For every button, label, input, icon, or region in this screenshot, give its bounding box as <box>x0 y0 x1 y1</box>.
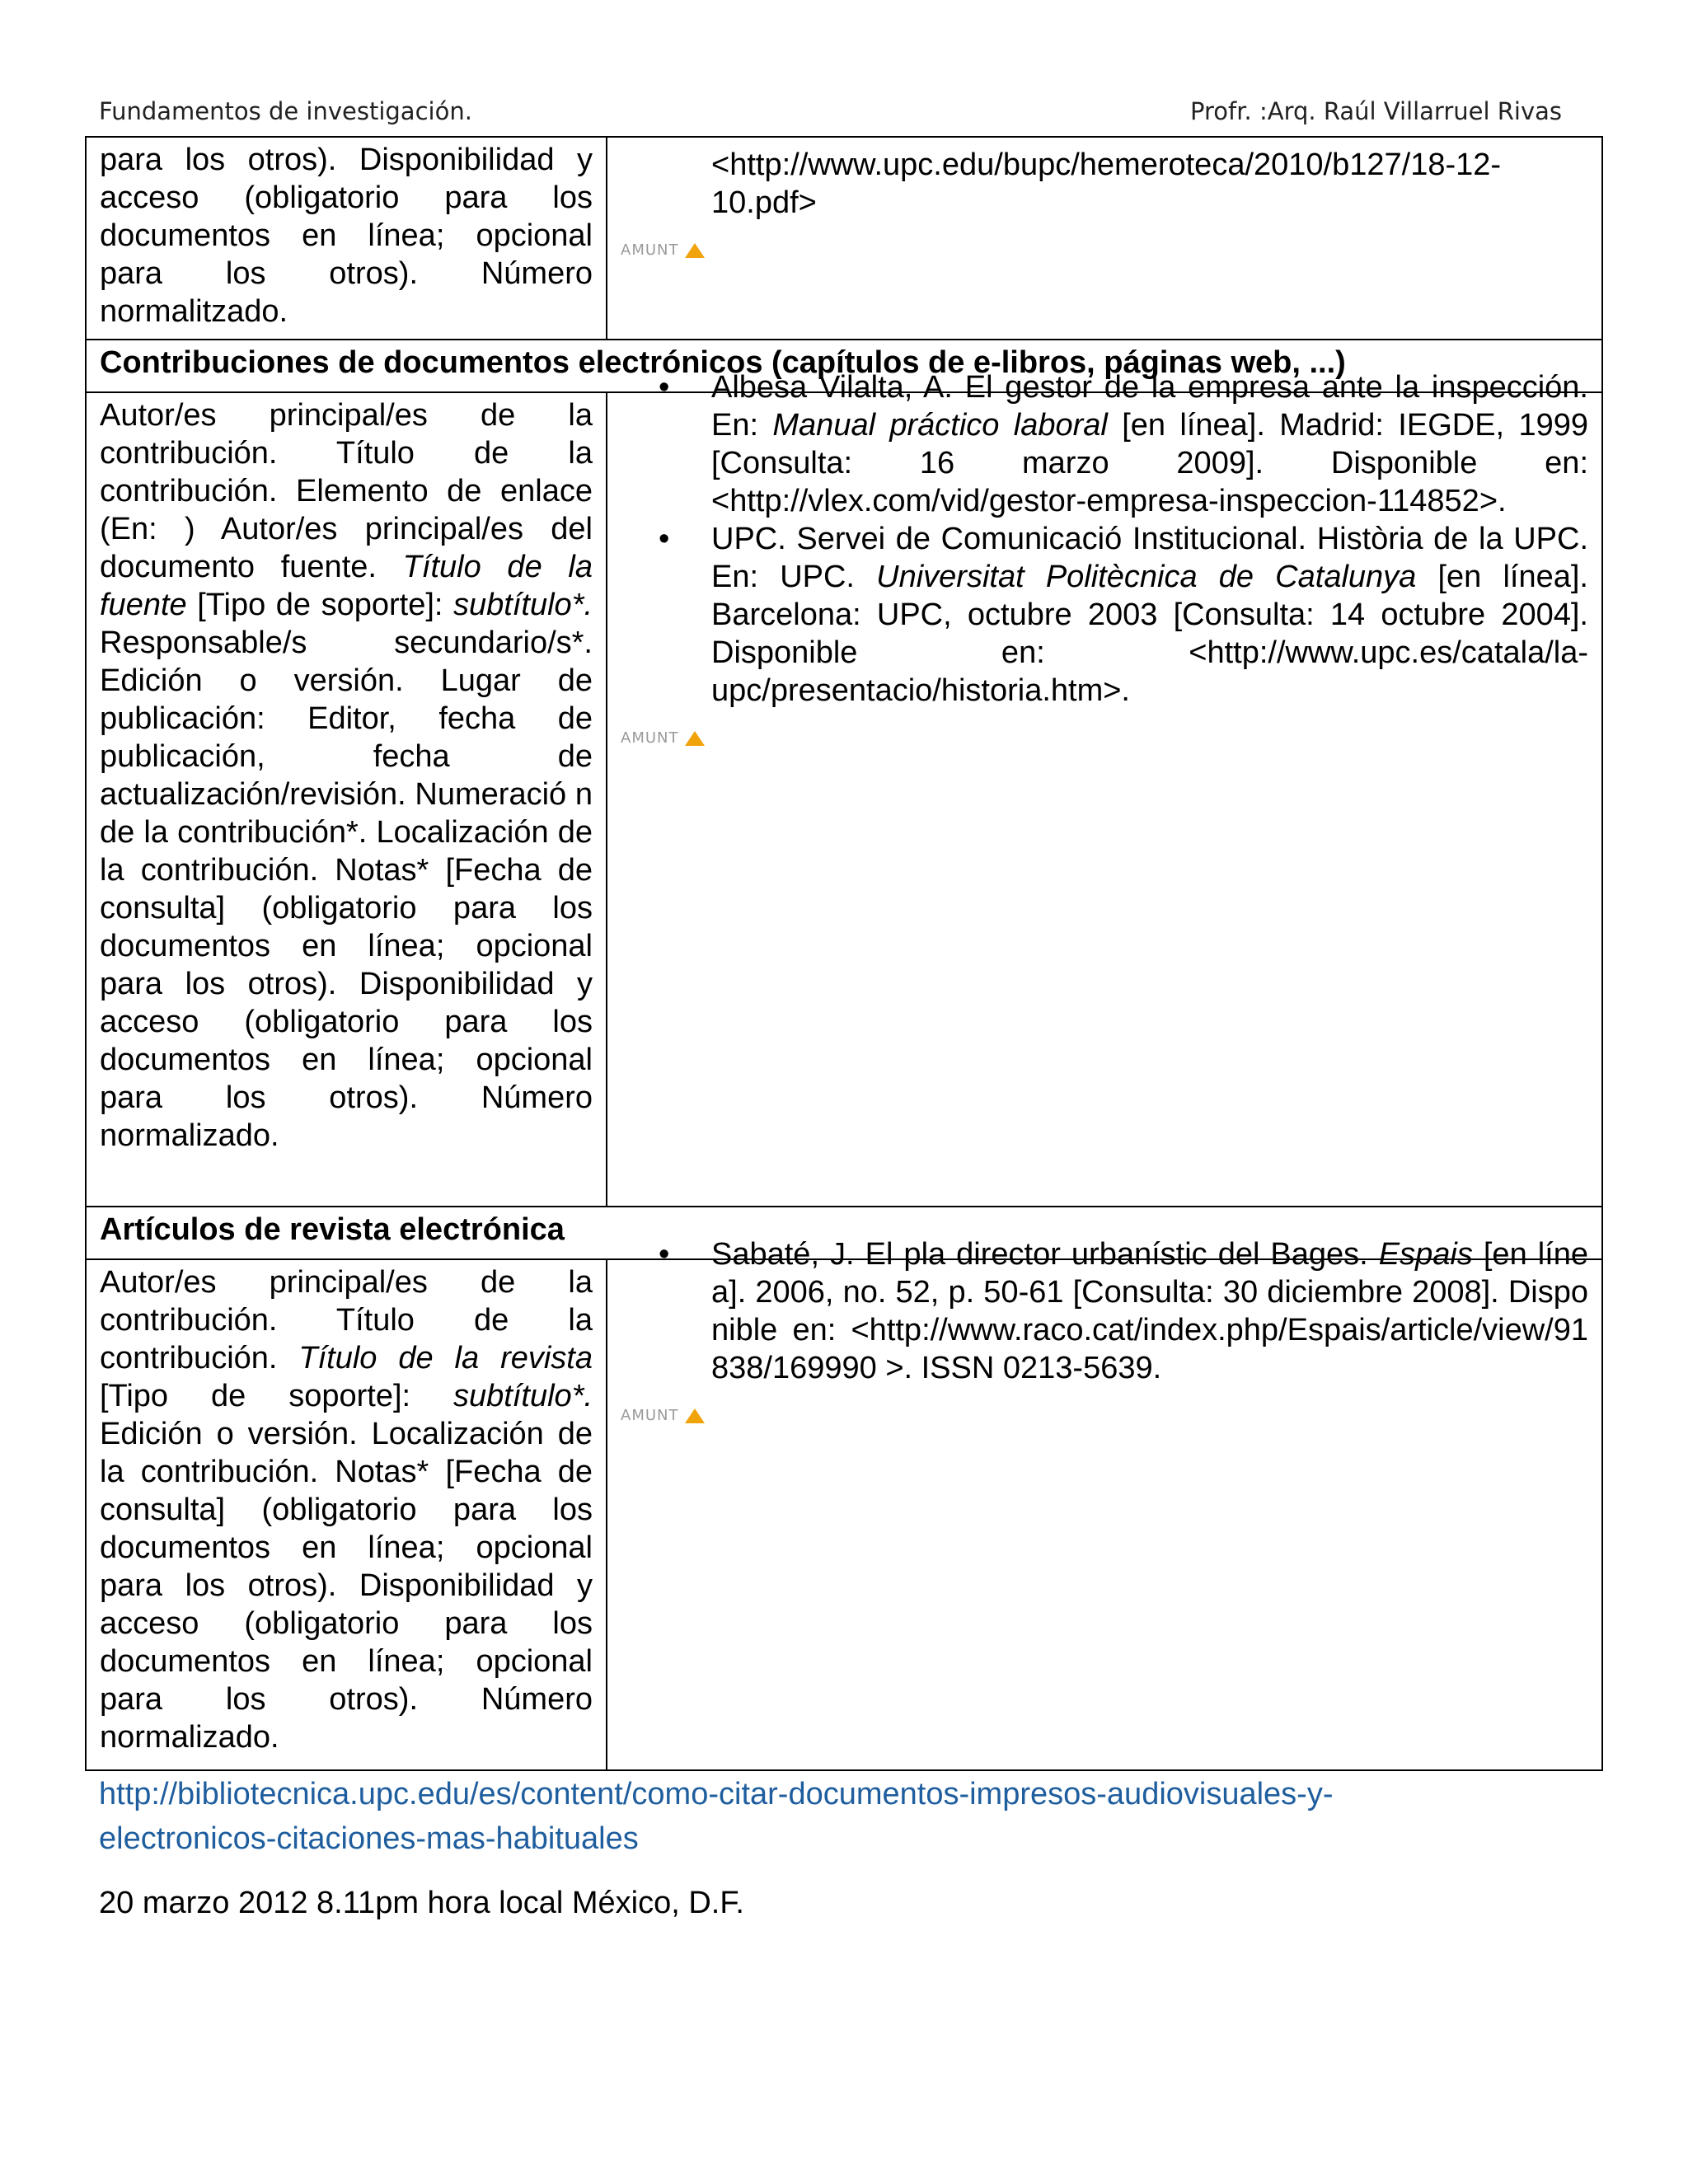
reference-list <box>621 368 1588 710</box>
amunt-link[interactable] <box>621 1397 1588 1435</box>
example-cell <box>607 137 1602 340</box>
header-author: Profr. :Arq. Raúl Villarruel Rivas <box>1190 97 1562 125</box>
desc-italic-title: Título de la revista <box>298 1341 593 1376</box>
table-row <box>86 137 1602 340</box>
ref-italic: Manual práctico laboral <box>772 408 1108 443</box>
desc-italic-title: Título de la fuente <box>100 550 593 622</box>
list-item <box>711 368 1588 520</box>
source-link[interactable] <box>99 1772 1500 1861</box>
ref-text: Sabaté, J. El pla director urbanístic del Bages. <box>711 1237 1379 1272</box>
amunt-label[interactable]: AMUNT <box>621 241 679 259</box>
example-url-line-1: <http://www.upc.edu/bupc/hemeroteca/2010/b127/18-12- <box>711 148 1502 182</box>
example-cell <box>607 1237 1602 1770</box>
up-arrow-icon[interactable] <box>685 731 705 746</box>
ref-text: [en línea]. Barcelona: UPC, octubre 2003 [Consulta: 14 octubre 2004]. Disponible en: <http://www.upc.es/catala/la-upc/presentacio/historia.htm>. <box>711 560 1588 708</box>
ref-text: [en línea]. Madrid: IEGDE, 1999 [Consulta: 16 marzo 2009]. Disponible en: <http://vlex.com/vid/gestor-empresa-inspeccion-114852>. <box>711 408 1588 518</box>
ref-italic: Universitat Politècnica de Catalunya <box>876 560 1417 594</box>
desc-italic-subtitle: subtítulo*. <box>453 588 593 622</box>
list-item <box>711 1235 1588 1387</box>
access-date: 20 marzo 2012 8.11pm hora local México, D.F. <box>99 1886 744 1920</box>
source-link-line-2[interactable]: electronicos-citaciones-mas-habituales <box>99 1821 639 1856</box>
format-description <box>86 1259 607 1770</box>
example-url-line-2: 10.pdf> <box>711 185 817 220</box>
section-heading-contributions: Contribuciones de documentos electrónicos (capítulos de e-libros, páginas web, ...) <box>86 340 1602 392</box>
up-arrow-icon[interactable] <box>685 243 705 258</box>
desc-text: [Tipo de soporte]: <box>186 588 453 622</box>
desc-text: Autor/es principal/es de la contribución. Título de la contribución. Elemento de enlace (En: ) Autor/es principal/es del documento fuente. <box>100 398 593 584</box>
source-link-line-1[interactable]: http://bibliotecnica.upc.edu/es/content/como-citar-documentos-impresos-audiovisuales-y- <box>99 1777 1334 1811</box>
amunt-link[interactable] <box>621 719 1588 757</box>
example-url <box>621 146 1588 222</box>
format-description <box>86 392 607 1207</box>
citation-table <box>85 136 1603 1771</box>
format-description: para los otros). Disponibilidad y acceso (obligatorio para los documentos en línea; opcional para los otros). Número normalitzado. <box>86 137 607 340</box>
table-row <box>86 392 1602 1207</box>
desc-text: [Tipo de soporte]: <box>100 1379 453 1413</box>
desc-text: Responsable/s secundario/s*. Edición o versión. Lugar de publicación: Editor, fecha de publicación, fecha de actualización/revisión. Numeració n de la contribución*. Localización de la contribución. Notas* [Fecha de consulta] (obligatorio para los documentos en línea; opcional para los otros). Disponibilidad y acceso (obligatorio para los documentos en línea; opcional para los otros). Número normalizado. <box>100 626 593 1153</box>
desc-text: Autor/es principal/es de la contribución. Título de la contribución. <box>100 1265 593 1376</box>
section-heading-articles: Artículos de revista electrónica <box>86 1207 1602 1259</box>
ref-italic: Espais <box>1378 1237 1473 1272</box>
ref-text: [en línea]. 2006, no. 52, p. 50-61 [Consulta: 30 diciembre 2008]. Disponible en: <http://www.raco.cat/index.php/Espais/article/view/91838/169990 >. ISSN 0213-5639. <box>711 1237 1588 1385</box>
header-course-title: Fundamentos de investigación. <box>99 97 472 125</box>
ref-text: Albesa Vilalta, A. El gestor de la empresa ante la inspección. En: <box>711 370 1588 443</box>
reference-list <box>621 1235 1588 1387</box>
amunt-label[interactable]: AMUNT <box>621 1407 679 1424</box>
table-row <box>86 1259 1602 1770</box>
ref-text: UPC. Servei de Comunicació Institucional. Història de la UPC. En: UPC. <box>711 522 1588 594</box>
amunt-label[interactable]: AMUNT <box>621 729 679 747</box>
desc-italic-subtitle: subtítulo*. <box>453 1379 593 1413</box>
up-arrow-icon[interactable] <box>685 1408 705 1423</box>
desc-text: Edición o versión. Localización de la contribución. Notas* [Fecha de consulta] (obligatorio para los documentos en línea; opcional para los otros). Disponibilidad y acceso (obligatorio para los documentos en línea; opcional para los otros). Número normalizado. <box>100 1417 593 1755</box>
example-cell <box>607 370 1602 1207</box>
list-item <box>711 520 1588 710</box>
amunt-link[interactable] <box>621 232 1588 269</box>
